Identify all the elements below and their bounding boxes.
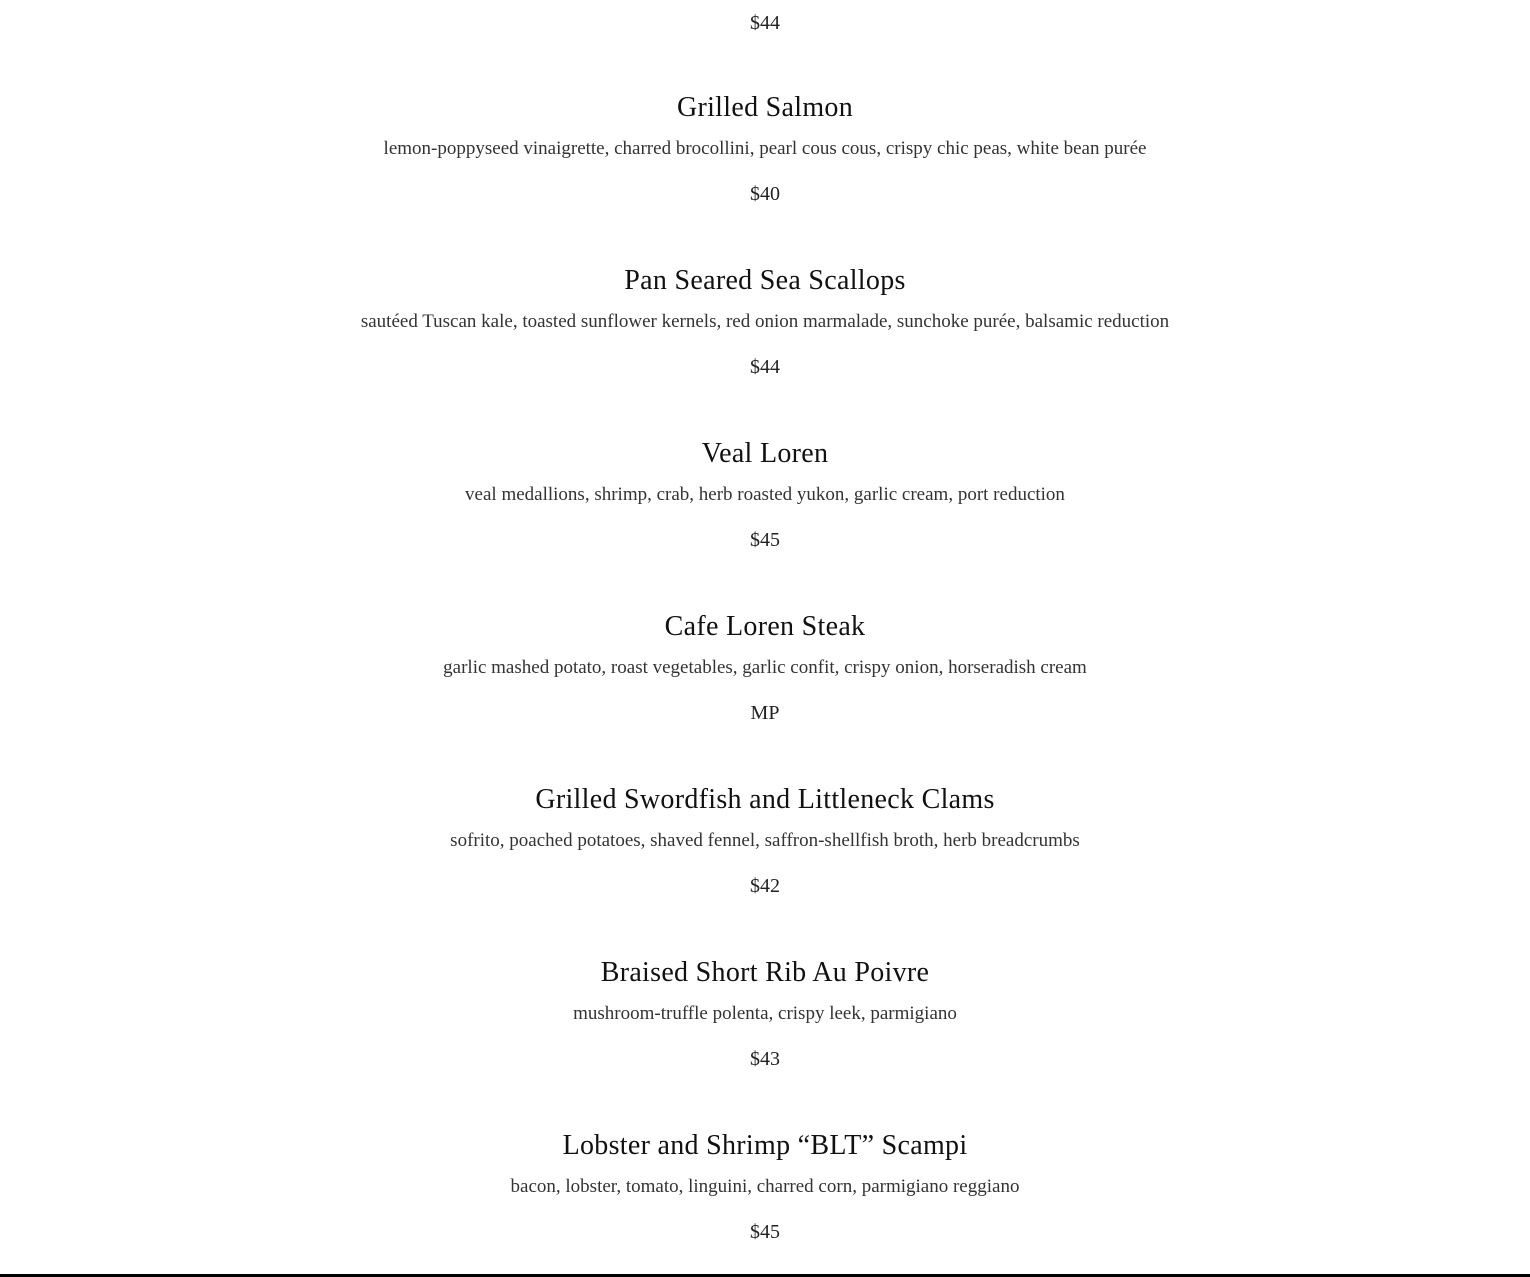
previous-item-price: $44 [750, 12, 780, 34]
menu-item-braised-short-rib [0, 956, 1530, 1072]
menu-item-description: lemon-poppyseed vinaigrette, charred brocollini, pearl cous cous, crispy chic peas, white bean purée [383, 138, 1147, 159]
menu-item-price: $40 [750, 183, 780, 205]
menu-item-grilled-swordfish [0, 783, 1530, 899]
menu-item-price: $43 [750, 1048, 780, 1070]
menu-item-name: Cafe Loren Steak [664, 611, 866, 642]
menu-item-description: garlic mashed potato, roast vegetables, garlic confit, crispy onion, horseradish cream [443, 657, 1087, 678]
menu-item-veal-loren [0, 437, 1530, 553]
menu-item-name: Pan Seared Sea Scallops [624, 265, 906, 296]
menu-item-price: $45 [750, 529, 780, 551]
menu-item-cafe-loren-steak [0, 610, 1530, 726]
menu-item-name: Grilled Swordfish and Littleneck Clams [535, 784, 995, 815]
menu-item-grilled-salmon [0, 91, 1530, 207]
menu-item-description: sautéed Tuscan kale, toasted sunflower kernels, red onion marmalade, sunchoke purée, balsamic reduction [360, 311, 1170, 332]
menu-item-lobster-shrimp-scampi [0, 1129, 1530, 1245]
menu-item-description: bacon, lobster, tomato, linguini, charred corn, parmigiano reggiano [510, 1176, 1020, 1197]
menu-item-description: sofrito, poached potatoes, shaved fennel, saffron-shellfish broth, herb breadcrumbs [450, 830, 1080, 851]
menu-item-price: $45 [750, 1221, 780, 1243]
menu-item-price: $44 [750, 356, 780, 378]
menu-item-name: Braised Short Rib Au Poivre [600, 957, 930, 988]
menu-item-name: Veal Loren [701, 438, 829, 469]
menu-item-name: Grilled Salmon [676, 92, 854, 123]
menu-item-price: MP [750, 702, 780, 724]
menu-item-sea-scallops [0, 264, 1530, 380]
menu-item-description: veal medallions, shrimp, crab, herb roasted yukon, garlic cream, port reduction [465, 484, 1065, 505]
menu-item-price: $42 [750, 875, 780, 897]
menu-item-description: mushroom-truffle polenta, crispy leek, parmigiano [573, 1003, 957, 1024]
menu-item-name: Lobster and Shrimp “BLT” Scampi [562, 1130, 968, 1161]
